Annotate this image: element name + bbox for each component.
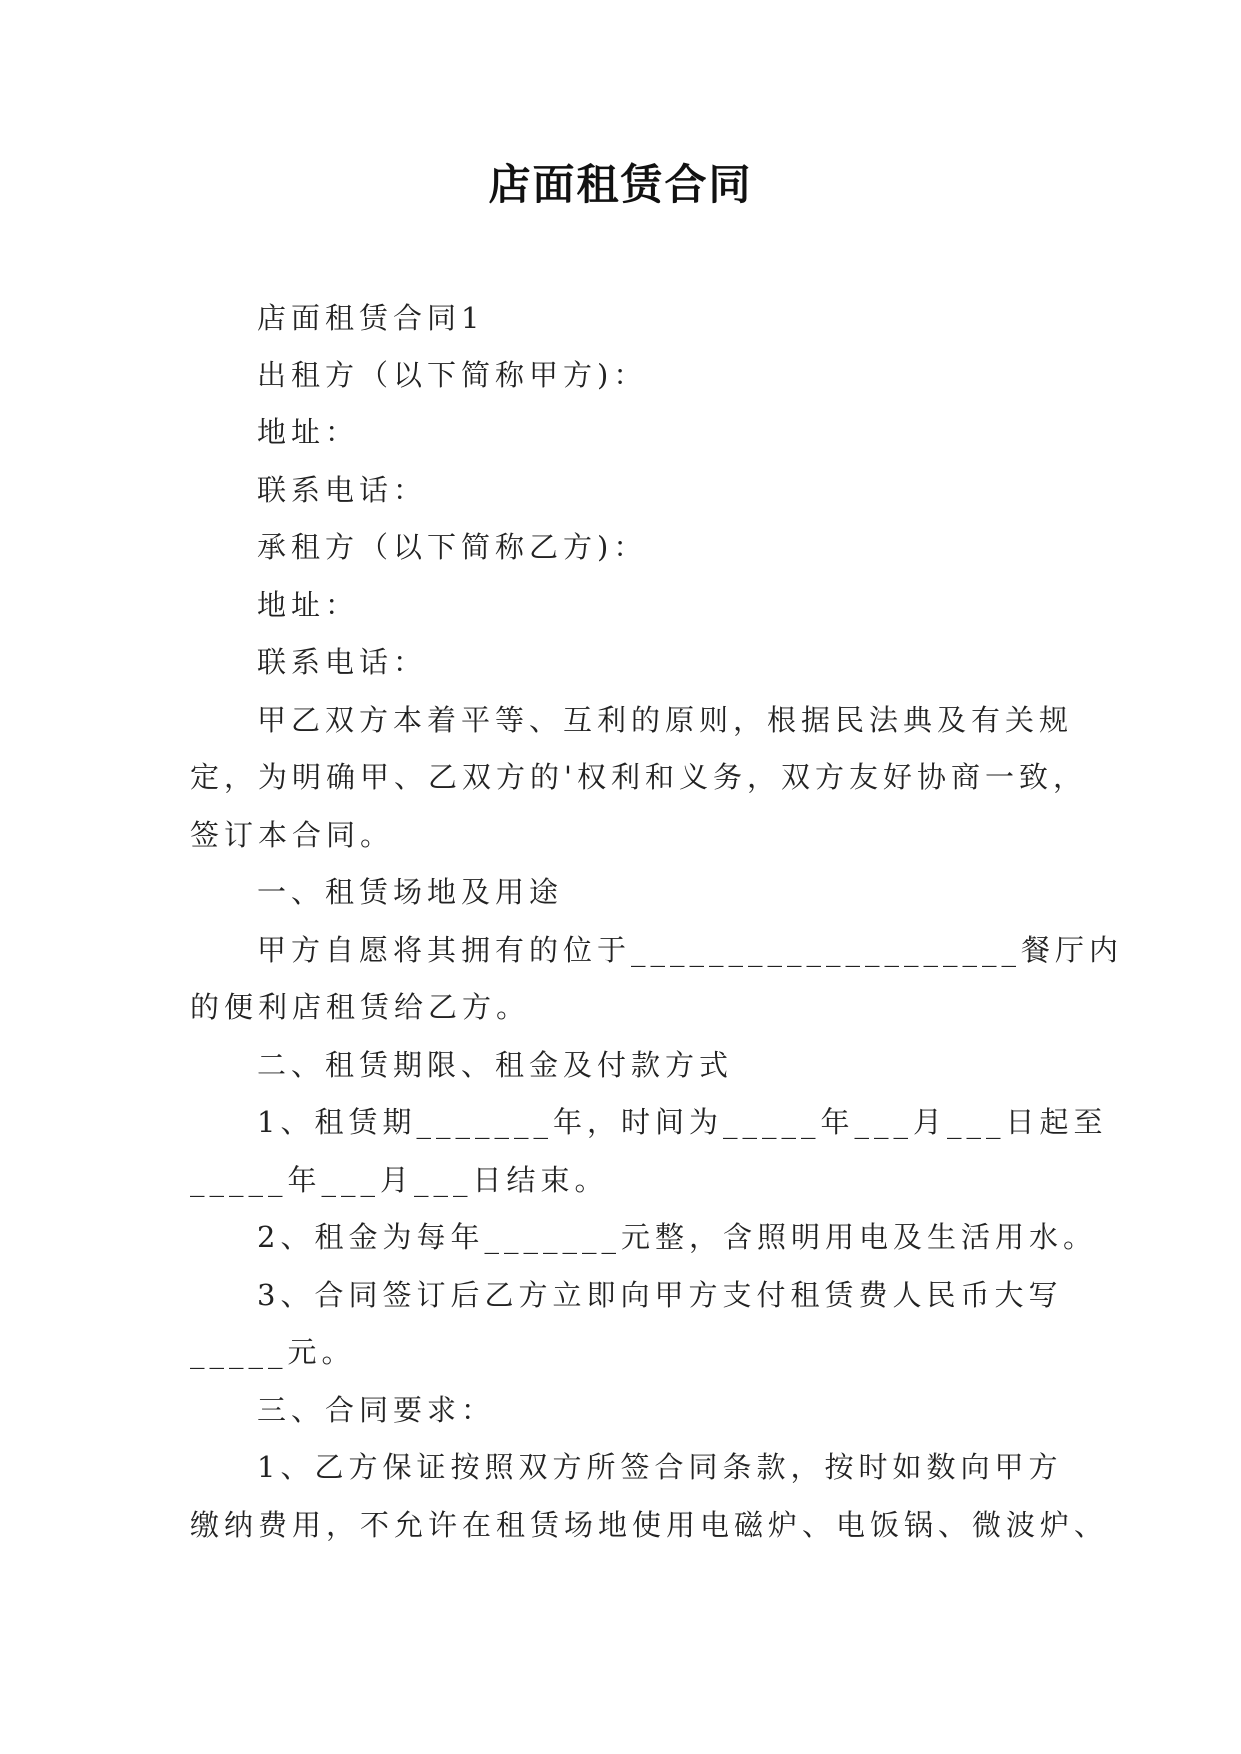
lessee-address-line: 地址： xyxy=(257,588,360,622)
section-3-heading: 三、合同要求： xyxy=(257,1393,496,1427)
requirement-1-line-2: 缴纳费用，不允许在租赁场地使用电磁炉、电饭锅、微波炉、 xyxy=(190,1508,1109,1542)
lessor-address-line: 地址： xyxy=(257,415,360,449)
section-2-heading: 二、租赁期限、租金及付款方式 xyxy=(257,1048,734,1082)
lessor-phone-line: 联系电话： xyxy=(257,473,428,507)
preamble-line-1: 甲乙双方本着平等、互利的原则，根据民法典及有关规 xyxy=(257,703,1074,737)
document-title: 店面租赁合同 xyxy=(488,160,753,209)
preamble-line-3: 签订本合同。 xyxy=(190,818,395,852)
payment-line-2: _____元。 xyxy=(190,1335,356,1369)
lease-term-line-1: 1、租赁期_______年，时间为_____年___月___日起至 xyxy=(257,1105,1108,1139)
rent-line: 2、租金为每年_______元整，含照明用电及生活用水。 xyxy=(257,1220,1097,1254)
lessor-line: 出租方（以下简称甲方)： xyxy=(257,358,648,392)
section-1-text-line-2: 的便利店租赁给乙方。 xyxy=(190,990,531,1024)
lessee-phone-line: 联系电话： xyxy=(257,645,428,679)
payment-line-1: 3、合同签订后乙方立即向甲方支付租赁费人民币大写 xyxy=(257,1278,1063,1312)
section-1-text-line-1: 甲方自愿将其拥有的位于____________________餐厅内 xyxy=(257,933,1124,967)
section-1-heading: 一、租赁场地及用途 xyxy=(257,875,564,909)
lease-term-line-2: _____年___月___日结束。 xyxy=(190,1163,609,1197)
preamble-line-2: 定，为明确甲、乙双方的'权利和义务，双方友好协商一致， xyxy=(190,760,1087,794)
lessee-line: 承租方（以下简称乙方)： xyxy=(257,530,648,564)
requirement-1-line-1: 1、乙方保证按照双方所签合同条款，按时如数向甲方 xyxy=(257,1450,1063,1484)
contract-heading-1: 店面租赁合同1 xyxy=(257,301,485,335)
